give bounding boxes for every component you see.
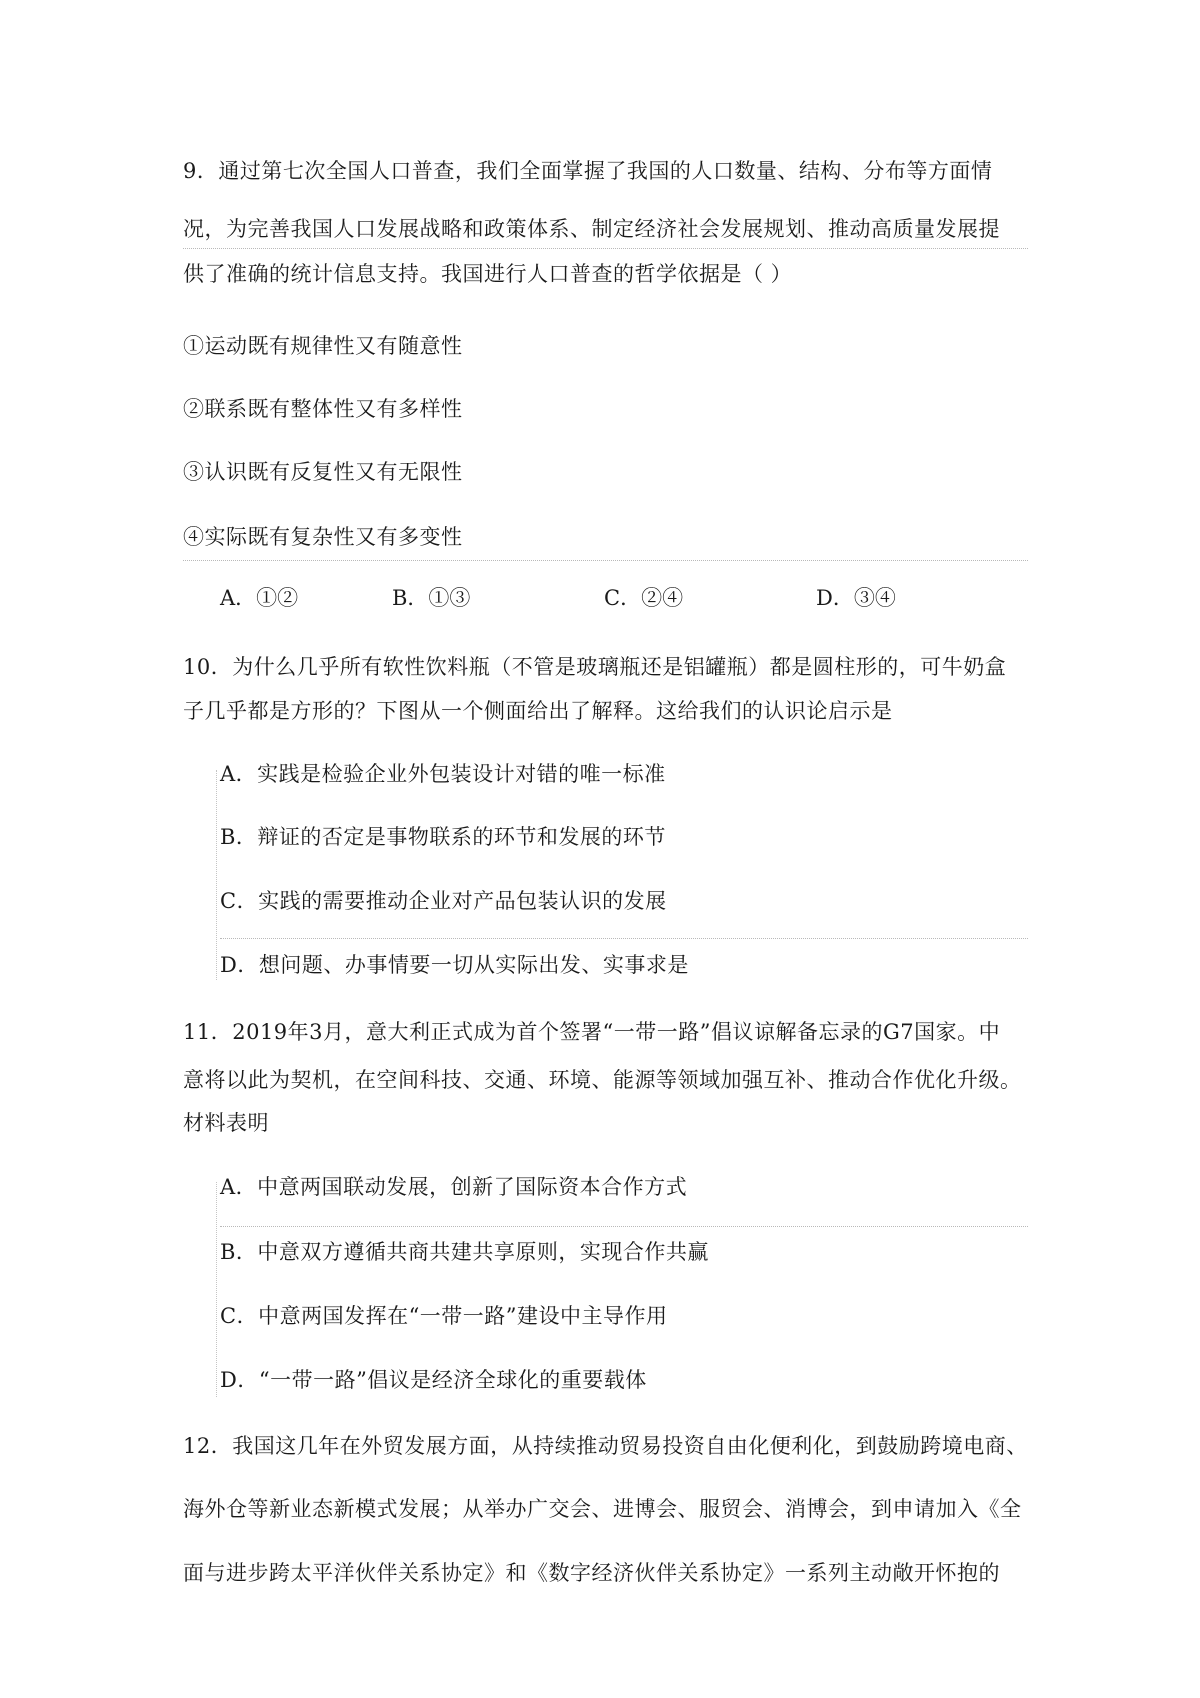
dotted-margin <box>216 770 217 980</box>
question-10-text-line-2: 子几乎都是方形的？下图从一个侧面给出了解释。这给我们的认识论启示是 <box>183 699 893 723</box>
question-11-text-line-1: 11．2019年3月，意大利正式成为首个签署“一带一路”倡议谅解备忘录的G7国家。中 <box>183 1020 1001 1044</box>
question-9-option-a: A．①② <box>220 586 299 610</box>
statement-2: ②联系既有整体性又有多样性 <box>183 397 463 421</box>
question-11-text-line-3: 材料表明 <box>183 1111 269 1135</box>
statement-1: ①运动既有规律性又有随意性 <box>183 334 463 358</box>
question-11-option-c: C．中意两国发挥在“一带一路”建设中主导作用 <box>220 1304 668 1328</box>
question-9-text-line-1: 9．通过第七次全国人口普查，我们全面掌握了我国的人口数量、结构、分布等方面情 <box>183 159 993 183</box>
question-10-option-c: C．实践的需要推动企业对产品包装认识的发展 <box>220 889 667 913</box>
question-12-text-line-1: 12．我国这几年在外贸发展方面，从持续推动贸易投资自由化便利化，到鼓励跨境电商、 <box>183 1434 1028 1458</box>
dotted-divider <box>183 248 1028 249</box>
question-9-option-c: C．②④ <box>604 586 684 610</box>
dotted-margin <box>216 1182 217 1397</box>
question-10-option-d: D．想问题、办事情要一切从实际出发、实事求是 <box>220 953 689 977</box>
question-11-option-d: D．“一带一路”倡议是经济全球化的重要载体 <box>220 1368 647 1392</box>
question-11-option-b: B．中意双方遵循共商共建共享原则，实现合作共赢 <box>220 1240 709 1264</box>
dotted-divider <box>220 938 1028 939</box>
question-10-text-line-1: 10．为什么几乎所有软性饮料瓶（不管是玻璃瓶还是铝罐瓶）都是圆柱形的，可牛奶盒 <box>183 655 1007 679</box>
question-9-option-b: B．①③ <box>392 586 471 610</box>
question-10-option-b: B．辩证的否定是事物联系的环节和发展的环节 <box>220 825 666 849</box>
question-12-text-line-2: 海外仓等新业态新模式发展；从举办广交会、进博会、服贸会、消博会，到申请加入《全 <box>183 1497 1022 1521</box>
dotted-divider <box>220 1226 1028 1227</box>
question-11-text-line-2: 意将以此为契机，在空间科技、交通、环境、能源等领域加强互补、推动合作优化升级。 <box>183 1068 1022 1092</box>
statement-3: ③认识既有反复性又有无限性 <box>183 460 463 484</box>
question-9-text-line-3: 供了准确的统计信息支持。我国进行人口普查的哲学依据是（ ） <box>183 262 793 286</box>
statement-4: ④实际既有复杂性又有多变性 <box>183 525 463 549</box>
question-9-text-line-2: 况，为完善我国人口发展战略和政策体系、制定经济社会发展规划、推动高质量发展提 <box>183 217 1000 241</box>
question-9-option-d: D．③④ <box>816 586 896 610</box>
question-10-option-a: A．实践是检验企业外包装设计对错的唯一标准 <box>220 762 666 786</box>
question-11-option-a: A．中意两国联动发展，创新了国际资本合作方式 <box>220 1175 688 1199</box>
dotted-divider <box>183 560 1028 561</box>
question-12-text-line-3: 面与进步跨太平洋伙伴关系协定》和《数字经济伙伴关系协定》一系列主动敞开怀抱的 <box>183 1561 1000 1585</box>
